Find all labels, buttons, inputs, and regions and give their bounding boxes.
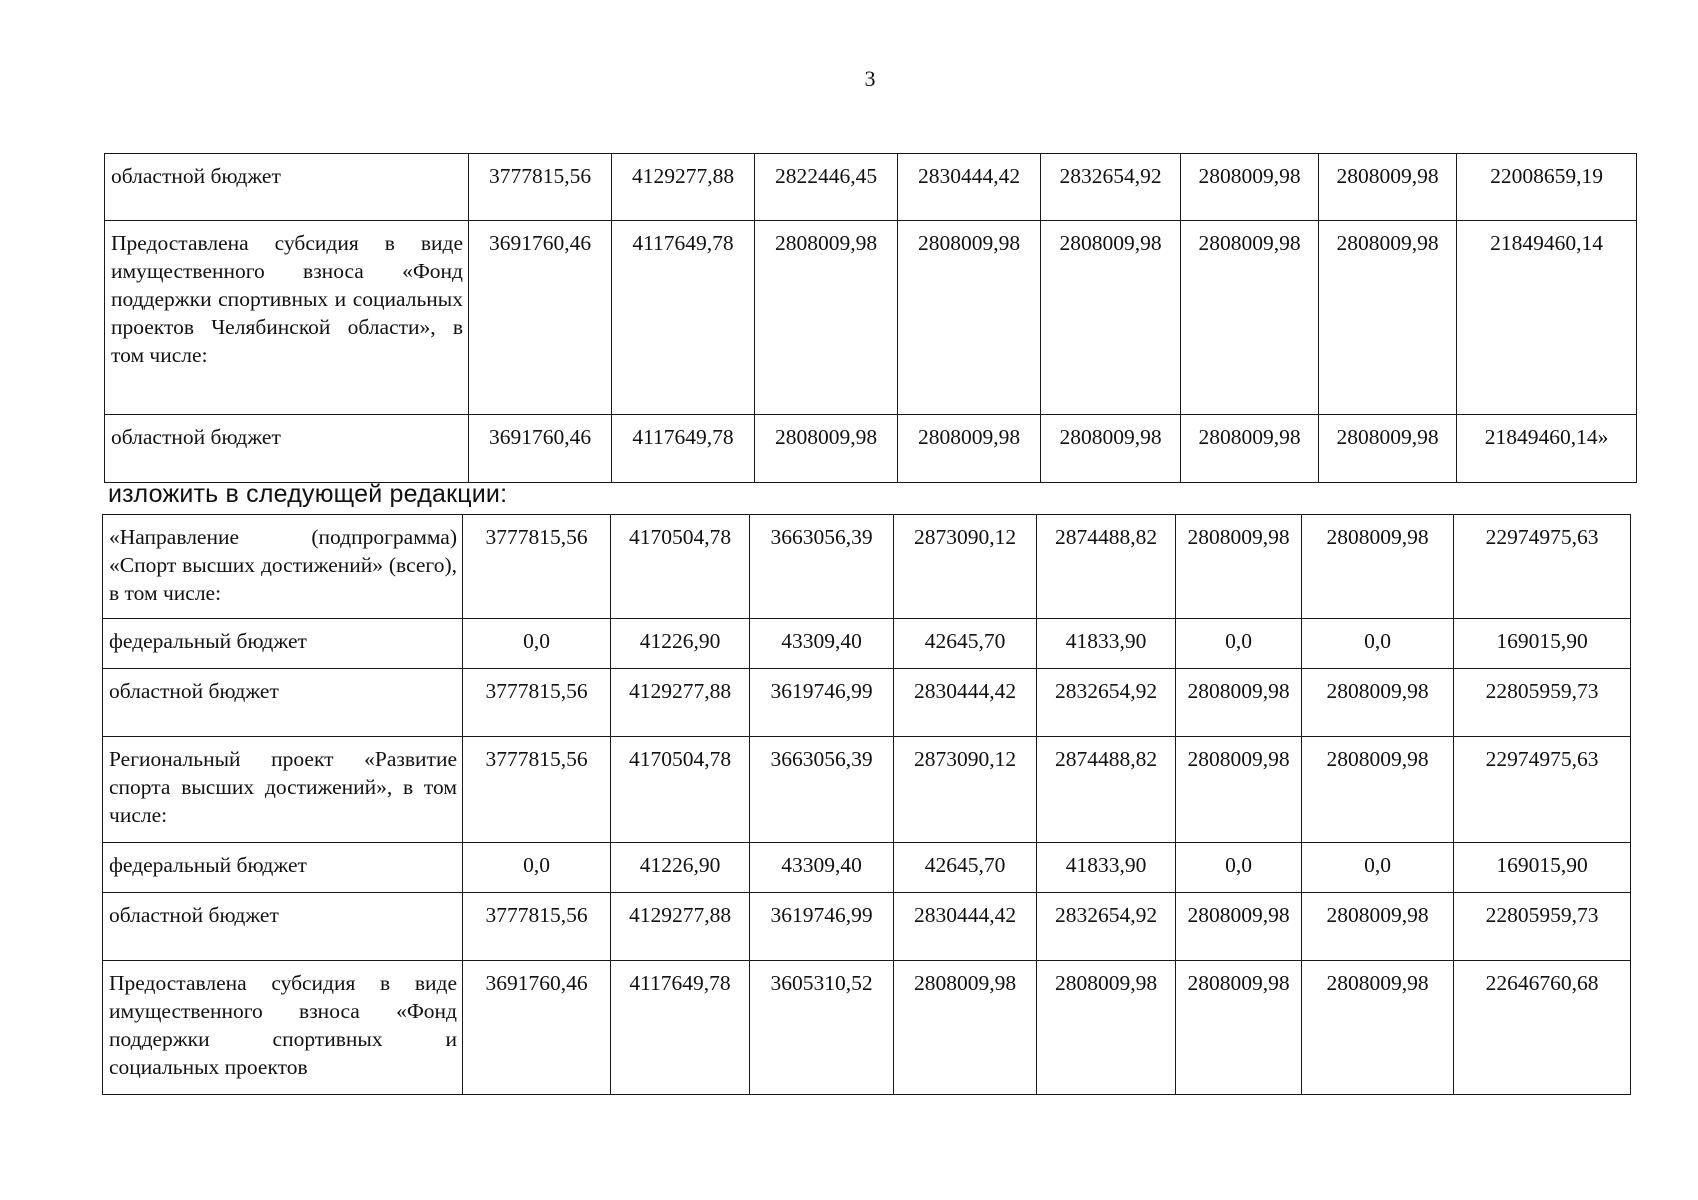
value-cell: 2808009,98 [1302, 669, 1454, 737]
value-cell: 3663056,39 [750, 737, 894, 843]
value-cell: 21849460,14» [1457, 415, 1637, 483]
value-cell: 3777815,56 [463, 893, 611, 961]
value-cell: 4170504,78 [611, 515, 750, 619]
value-cell: 2808009,98 [898, 221, 1041, 415]
table-row [103, 737, 1631, 843]
value-cell: 3691760,46 [463, 961, 611, 1095]
table-row [103, 669, 1631, 737]
value-cell: 2808009,98 [755, 415, 898, 483]
value-cell: 3605310,52 [750, 961, 894, 1095]
value-cell: 2808009,98 [894, 961, 1037, 1095]
row-label: «Направление (подпрограмма) «Спорт высших достижений» (всего), в том числе: [103, 515, 463, 619]
value-cell: 2808009,98 [1302, 515, 1454, 619]
value-cell: 2808009,98 [898, 415, 1041, 483]
row-label: федеральный бюджет [103, 619, 463, 669]
value-cell: 22646760,68 [1454, 961, 1631, 1095]
value-cell: 0,0 [1176, 619, 1302, 669]
value-cell: 22805959,73 [1454, 669, 1631, 737]
row-label: Предоставлена субсидия в виде имущественного взноса «Фонд поддержки спортивных и социальных проектов Челябинской области», в том числе: [105, 221, 469, 415]
value-cell: 2830444,42 [894, 669, 1037, 737]
value-cell: 2808009,98 [1176, 669, 1302, 737]
value-cell: 3777815,56 [463, 669, 611, 737]
value-cell: 0,0 [1302, 619, 1454, 669]
value-cell: 4117649,78 [612, 221, 755, 415]
table-row [105, 415, 1637, 483]
value-cell: 4117649,78 [611, 961, 750, 1095]
budget-table-new [102, 514, 1631, 1095]
value-cell: 3619746,99 [750, 893, 894, 961]
value-cell: 0,0 [463, 619, 611, 669]
table-row [103, 961, 1631, 1095]
value-cell: 2808009,98 [1302, 737, 1454, 843]
value-cell: 2808009,98 [1181, 221, 1319, 415]
value-cell: 4170504,78 [611, 737, 750, 843]
value-cell: 22805959,73 [1454, 893, 1631, 961]
value-cell: 0,0 [1302, 843, 1454, 893]
value-cell: 3777815,56 [469, 154, 612, 221]
value-cell: 2874488,82 [1037, 737, 1176, 843]
budget-table-old [104, 153, 1637, 483]
value-cell: 0,0 [463, 843, 611, 893]
value-cell: 2808009,98 [1319, 415, 1457, 483]
value-cell: 22974975,63 [1454, 515, 1631, 619]
row-label: областной бюджет [105, 154, 469, 221]
value-cell: 2808009,98 [1176, 961, 1302, 1095]
value-cell: 2830444,42 [894, 893, 1037, 961]
value-cell: 3663056,39 [750, 515, 894, 619]
row-label: Предоставлена субсидия в виде имущественного взноса «Фонд поддержки спортивных и социальных проектов [103, 961, 463, 1095]
value-cell: 169015,90 [1454, 843, 1631, 893]
value-cell: 43309,40 [750, 619, 894, 669]
value-cell: 3691760,46 [469, 415, 612, 483]
table-row [105, 154, 1637, 221]
value-cell: 43309,40 [750, 843, 894, 893]
value-cell: 3777815,56 [463, 515, 611, 619]
value-cell: 2808009,98 [1181, 415, 1319, 483]
table-row [103, 515, 1631, 619]
value-cell: 41226,90 [611, 843, 750, 893]
value-cell: 2822446,45 [755, 154, 898, 221]
value-cell: 2830444,42 [898, 154, 1041, 221]
value-cell: 2808009,98 [1176, 737, 1302, 843]
value-cell: 41833,90 [1037, 843, 1176, 893]
value-cell: 4129277,88 [611, 669, 750, 737]
value-cell: 3619746,99 [750, 669, 894, 737]
value-cell: 2808009,98 [1041, 221, 1181, 415]
value-cell: 41833,90 [1037, 619, 1176, 669]
value-cell: 2808009,98 [1037, 961, 1176, 1095]
value-cell: 0,0 [1176, 843, 1302, 893]
value-cell: 4129277,88 [611, 893, 750, 961]
value-cell: 3777815,56 [463, 737, 611, 843]
page-number: 3 [864, 66, 876, 91]
row-label: федеральный бюджет [103, 843, 463, 893]
value-cell: 2832654,92 [1037, 669, 1176, 737]
value-cell: 2873090,12 [894, 737, 1037, 843]
value-cell: 2808009,98 [1319, 221, 1457, 415]
table-row [105, 221, 1637, 415]
value-cell: 2808009,98 [1176, 515, 1302, 619]
value-cell: 3691760,46 [469, 221, 612, 415]
value-cell: 4117649,78 [612, 415, 755, 483]
value-cell: 2832654,92 [1037, 893, 1176, 961]
value-cell: 2874488,82 [1037, 515, 1176, 619]
value-cell: 22974975,63 [1454, 737, 1631, 843]
value-cell: 2873090,12 [894, 515, 1037, 619]
value-cell: 21849460,14 [1457, 221, 1637, 415]
value-cell: 4129277,88 [612, 154, 755, 221]
value-cell: 42645,70 [894, 843, 1037, 893]
row-label: областной бюджет [103, 669, 463, 737]
value-cell: 22008659,19 [1457, 154, 1637, 221]
value-cell: 42645,70 [894, 619, 1037, 669]
row-label: Региональный проект «Развитие спорта высших достижений», в том числе: [103, 737, 463, 843]
value-cell: 2808009,98 [1176, 893, 1302, 961]
amendment-instruction: изложить в следующей редакции: [108, 480, 508, 508]
value-cell: 2808009,98 [1302, 893, 1454, 961]
table-row [103, 843, 1631, 893]
row-label: областной бюджет [103, 893, 463, 961]
value-cell: 2808009,98 [1041, 415, 1181, 483]
value-cell: 41226,90 [611, 619, 750, 669]
table-row [103, 893, 1631, 961]
value-cell: 2808009,98 [1319, 154, 1457, 221]
value-cell: 2808009,98 [755, 221, 898, 415]
value-cell: 2832654,92 [1041, 154, 1181, 221]
value-cell: 2808009,98 [1302, 961, 1454, 1095]
row-label: областной бюджет [105, 415, 469, 483]
value-cell: 169015,90 [1454, 619, 1631, 669]
table-row [103, 619, 1631, 669]
value-cell: 2808009,98 [1181, 154, 1319, 221]
